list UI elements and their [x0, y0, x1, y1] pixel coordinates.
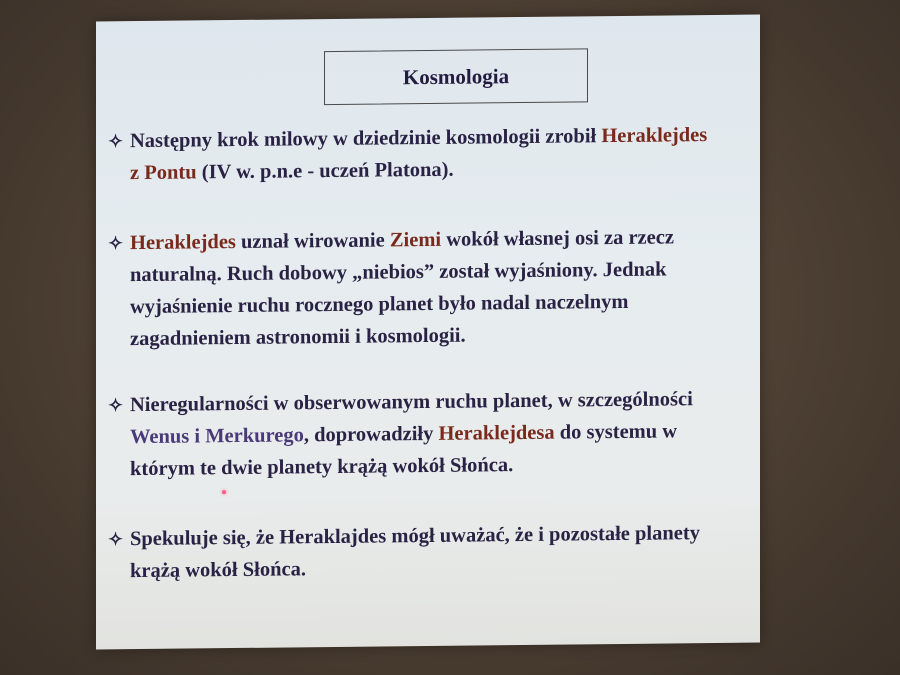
highlight-text: z Pontu	[130, 161, 197, 185]
paragraph-line: wyjaśnienie ruchu rocznego planet było nadal naczelnym	[130, 290, 629, 319]
paragraph-line: Wenus i Merkurego, doprowadziły Heraklejdesa do systemu w	[130, 420, 678, 449]
paragraph-1	[108, 119, 748, 190]
diamond-bullet-icon: ✧	[108, 395, 124, 416]
paragraph-line: naturalną. Ruch dobowy „niebios” został wyjaśniony. Jednak	[130, 258, 667, 287]
paragraph-2	[108, 221, 748, 356]
highlight-text: Heraklejdes	[130, 231, 236, 255]
highlight-text: Heraklejdes	[601, 124, 708, 148]
highlight-text: Ziemi	[389, 228, 442, 252]
paragraph-line: ✧ Spekuluje się, że Heraklajdes mógł uważać, że i pozostałe planety	[108, 517, 748, 556]
diamond-bullet-icon: ✧	[108, 131, 124, 152]
paragraph-line: z Pontu (IV w. p.n.e - uczeń Platona).	[130, 158, 454, 185]
diamond-bullet-icon: ✧	[108, 529, 124, 550]
paragraph-line: ✧ Nieregularności w obserwowanym ruchu planet, w szczególności	[108, 383, 748, 422]
highlight-text: Wenus i Merkurego	[130, 424, 304, 449]
paragraph-4	[108, 517, 748, 588]
paragraph-line: którym te dwie planety krążą wokół Słońca.	[130, 454, 514, 481]
paragraph-line: zagadnieniem astronomii i kosmologii.	[130, 324, 466, 351]
paragraph-line: krążą wokół Słońca.	[130, 558, 306, 583]
paragraph-line: ✧ Następny krok milowy w dziedzinie kosmologii zrobił Heraklejdes	[108, 119, 748, 158]
laser-pointer-dot	[222, 490, 226, 494]
highlight-text: Heraklejdesa	[438, 421, 555, 445]
diamond-bullet-icon: ✧	[108, 233, 124, 254]
slide-title: Kosmologia	[324, 48, 588, 105]
projection-screen	[96, 15, 760, 650]
paragraph-line: ✧ Heraklejdes uznał wirowanie Ziemi wokół własnej osi za rzecz	[108, 221, 748, 260]
paragraph-3	[108, 383, 748, 486]
